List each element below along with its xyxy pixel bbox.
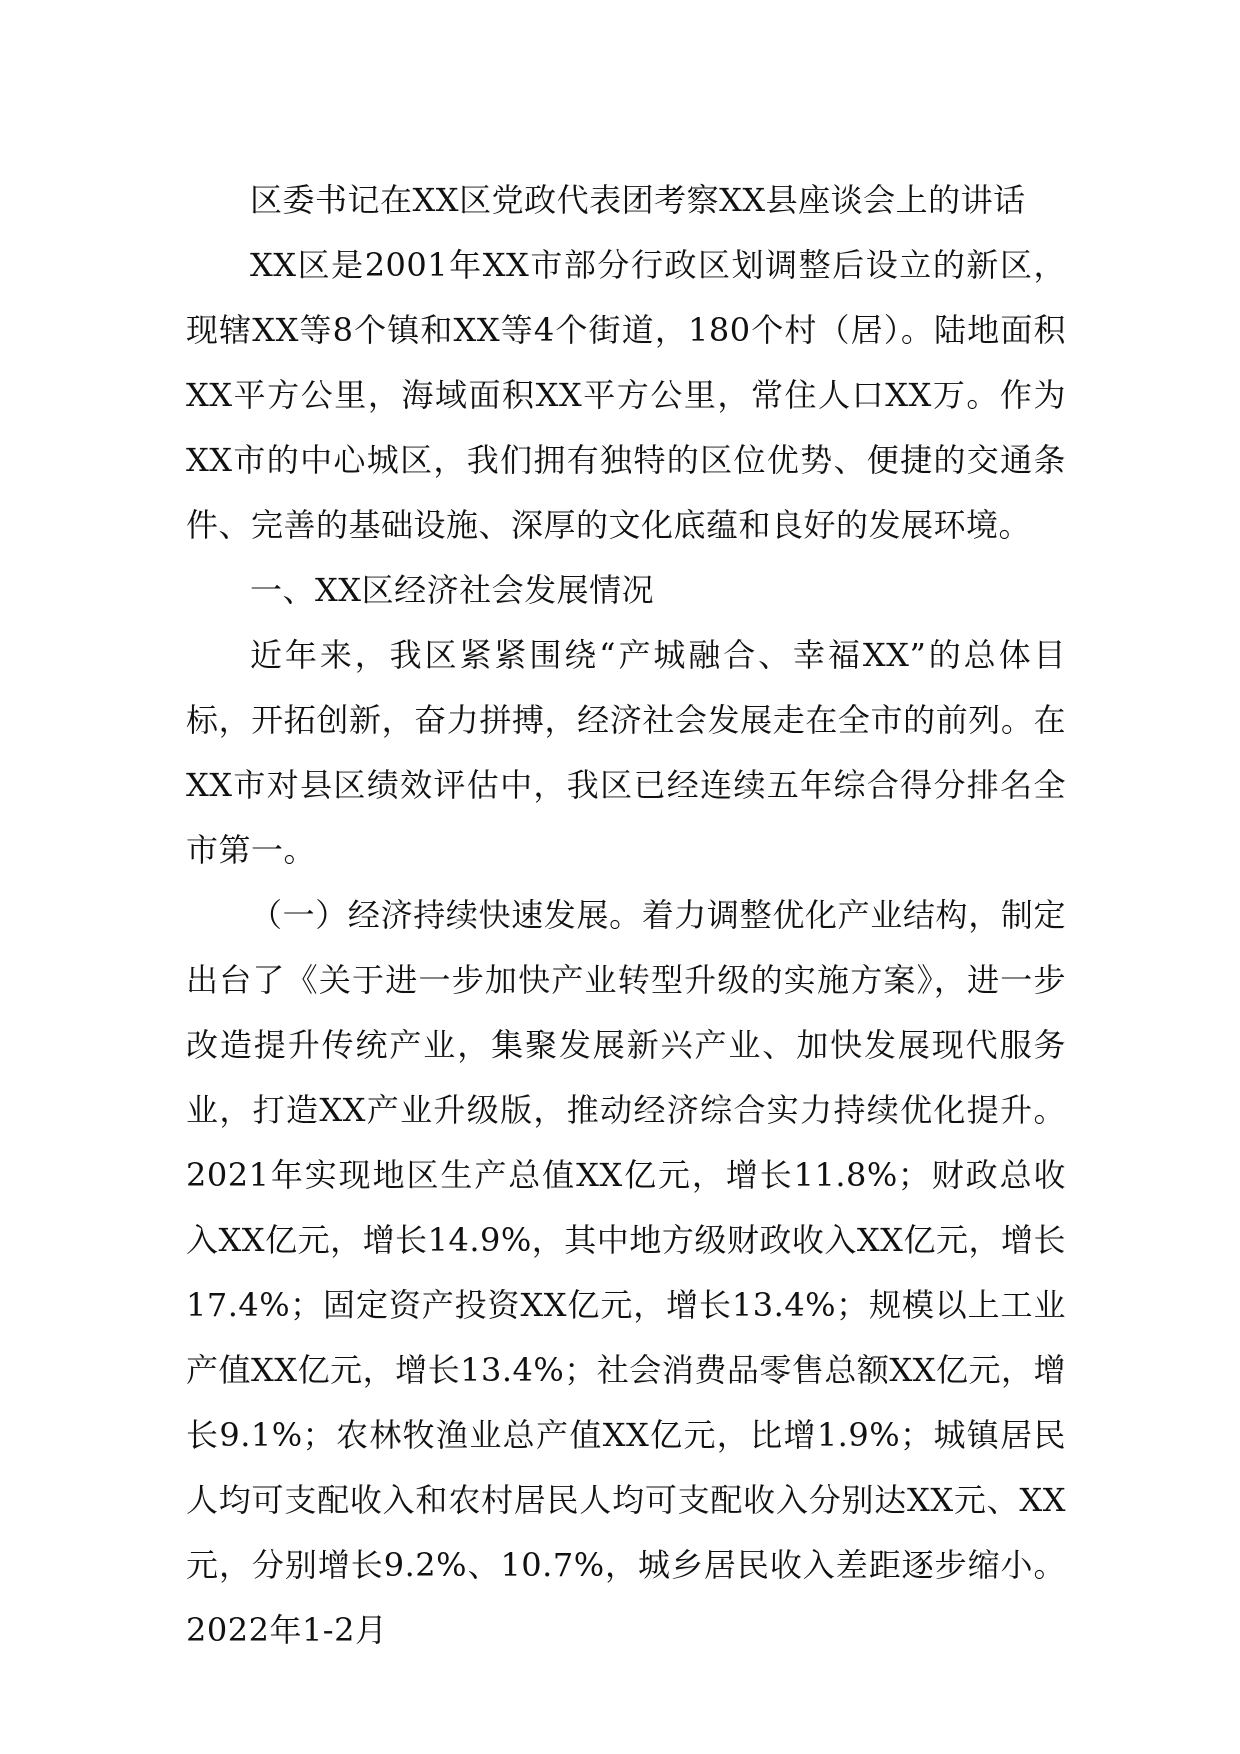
- section-heading: 一、XX区经济社会发展情况: [250, 571, 655, 609]
- document-title: 区委书记在XX区党政代表团考察XX县座谈会上的讲话: [250, 181, 1026, 219]
- economy-paragraph: （一）经济持续快速发展。着力调整优化产业结构，制定出台了《关于进一步加快产业转型升级的实施方案》，进一步改造提升传统产业，集聚发展新兴产业、加快发展现代服务业，打造XX产业升级版，推动经济综合实力持续优化提升。2021年实现地区生产总值XX亿元，增长11.8%；财政总收入XX亿元，增长14.9%，其中地方级财政收入XX亿元，增长17.4%；固定资产投资XX亿元，增长13.4%；规模以上工业产值XX亿元，增长13.4%；社会消费品零售总额XX亿元，增长9.1%；农林牧渔业总产值XX亿元，比增1.9%；城镇居民人均可支配收入和农村居民人均可支配收入分别达XX元、XX元，分别增长9.2%、10.7%，城乡居民收入差距逐步缩小。2022年1-2月: [186, 896, 1066, 1649]
- document-body: [186, 168, 1066, 1663]
- overview-paragraph: 近年来，我区紧紧围绕“产城融合、幸福XX”的总体目标，开拓创新，奋力拼搏，经济社会发展走在全市的前列。在XX市对县区绩效评估中，我区已经连续五年综合得分排名全市第一。: [186, 636, 1066, 869]
- intro-paragraph: XX区是2001年XX市部分行政区划调整后设立的新区，现辖XX等8个镇和XX等4个街道，180个村（居）。陆地面积XX平方公里，海域面积XX平方公里，常住人口XX万。作为XX市的中心城区，我们拥有独特的区位优势、便捷的交通条件、完善的基础设施、深厚的文化底蕴和良好的发展环境。: [186, 246, 1066, 544]
